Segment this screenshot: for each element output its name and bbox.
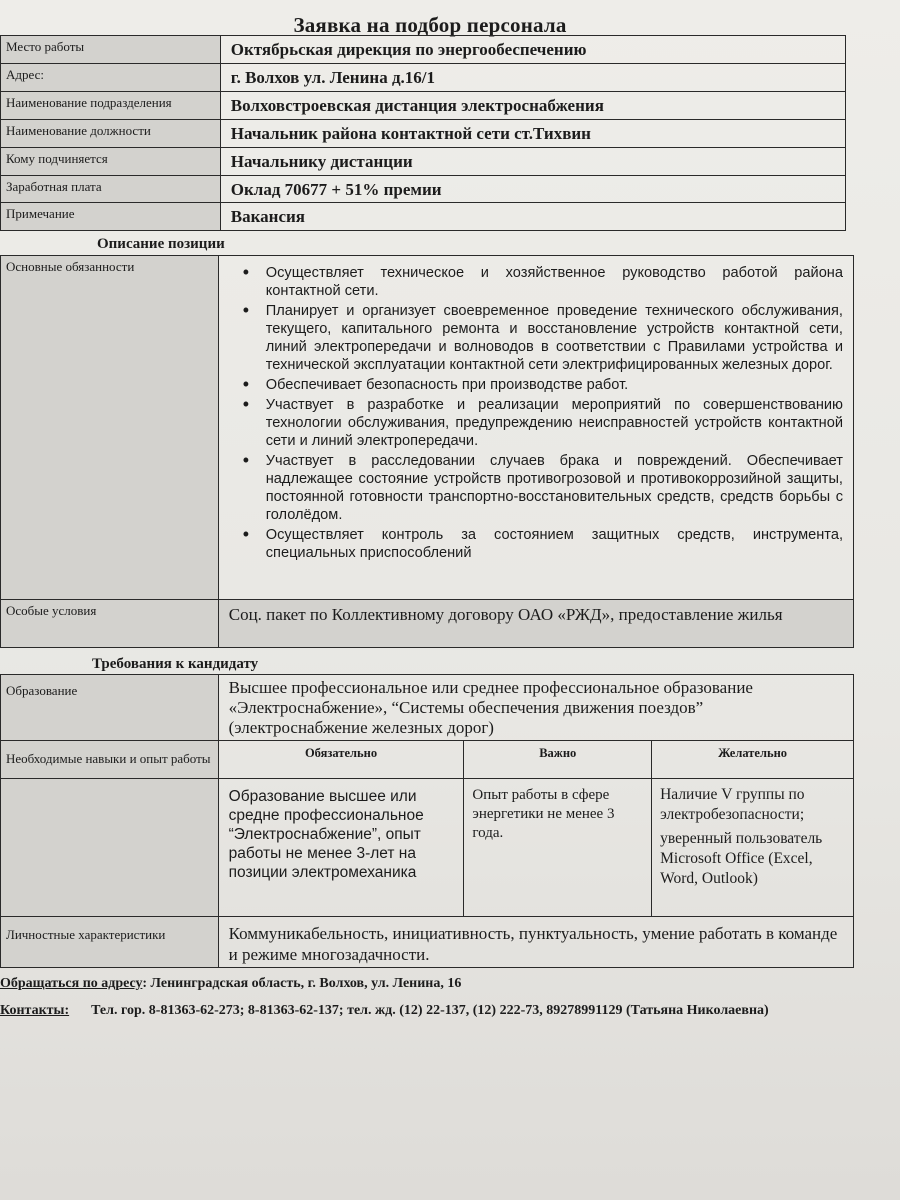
row-label: Наименование должности [1,120,221,148]
table-row [1,917,854,968]
required-value: Образование высшее или средне профессиональное “Электроснабжение”, опыт работы не менее 3-лет на позиции электромеханика [218,779,464,917]
column-header-desirable: Желательно [652,741,854,779]
column-header-required: Обязательно [218,741,464,779]
row-label: Наименование подразделения [1,92,221,120]
special-label: Особые условия [1,600,219,648]
row-value: Оклад 70677 + 51% премии [220,176,845,203]
duties-list [219,264,853,562]
table-row [1,779,854,917]
skills-label: Необходимые навыки и опыт работы [1,741,219,779]
row-value: Начальнику дистанции [220,148,845,176]
table-row [1,675,854,741]
row-value: г. Волхов ул. Ленина д.16/1 [220,64,845,92]
row-label: Заработная плата [1,176,221,203]
position-table [0,255,854,648]
row-value: Начальник района контактной сети ст.Тихвин [220,120,845,148]
row-value: Октябрьская дирекция по энергообеспечению [220,36,845,64]
requirements-table [0,674,854,968]
table-row [1,600,854,648]
list-item: • Обеспечивает безопасность при производстве работ. [219,376,853,394]
table-row [1,176,846,203]
skills-blank-cell [1,779,219,917]
row-value: Вакансия [220,203,845,231]
list-item: • Осуществляет техническое и хозяйственное руководство работой района контактной сети. [219,264,853,300]
row-label: Адрес: [1,64,221,92]
section-heading-position: Описание позиции [97,236,225,252]
header-table [0,35,846,231]
education-label: Образование [1,675,219,741]
personal-value: Коммуникабельность, инициативность, пунктуальность, умение работать в команде и режиме многозадачности. [218,917,853,968]
list-item: • Участвует в разработке и реализации мероприятий по совершенствованию технологии обслуживания, предупреждению неисправностей устройств контактной сети и линий электропередачи. [219,396,853,450]
row-label: Место работы [1,36,221,64]
contacts-value: Тел. гор. 8-81363-62-273; 8-81363-62-137; тел. жд. (12) 22-137, (12) 222-73, 89278991129 (Татьяна Николаевна) [91,1003,769,1018]
table-row [1,741,854,779]
special-value: Соц. пакет по Коллективному договору ОАО «РЖД», предоставление жилья [218,600,853,648]
table-row [1,256,854,600]
table-row [1,148,846,176]
list-item: • Участвует в расследовании случаев брака и повреждений. Обеспечивает надлежащее состояние устройств противогрозовой и противокоррозийной защиты, постоянной готовности транспортно-восстановительных средств, средств борьбы с гололёдом. [219,452,853,524]
personal-label: Личностные характеристики [1,917,219,968]
duties-label: Основные обязанности [1,256,219,600]
footer-contacts [0,1002,858,1020]
table-row [1,120,846,148]
table-row [1,64,846,92]
table-row [1,92,846,120]
column-header-important: Важно [464,741,652,779]
desirable-value-1: Наличие V группы по электробезопасности; [660,786,805,823]
row-label: Кому подчиняется [1,148,221,176]
address-label: Обращаться по адресу [0,976,143,991]
desirable-cell [652,779,854,917]
address-value: : Ленинградская область, г. Волхов, ул. Ленина, 16 [142,976,462,991]
important-value: Опыт работы в сфере энергетики не менее 3 года. [464,779,652,917]
table-row [1,36,846,64]
page-title: Заявка на подбор персонала [293,13,567,37]
list-item: • Планирует и организует своевременное проведение технического обслуживания, текущего, капитального ремонта и восстановление устройств контактной сети, линий электропередачи и волноводов в соответствии с Правилами устройства и технической эксплуатации контактной сети электрифицированных железных дорог. [219,302,853,374]
section-heading-requirements: Требования к кандидату [92,656,259,672]
education-value: Высшее профессиональное или среднее профессиональное образование «Электроснабжение», “Системы обеспечения движения поездов” (электроснабжение железных дорог) [218,675,853,741]
row-label: Примечание [1,203,221,231]
footer-address [0,975,860,993]
list-item: • Осуществляет контроль за состоянием защитных средств, инструмента, специальных приспособлений [219,526,853,562]
contacts-label: Контакты: [0,1003,70,1018]
desirable-value-2: уверенный пользователь Microsoft Office (Excel, Word, Outlook) [660,830,823,887]
row-value: Волховстроевская дистанция электроснабжения [220,92,845,120]
duties-cell [218,256,853,600]
table-row [1,203,846,231]
